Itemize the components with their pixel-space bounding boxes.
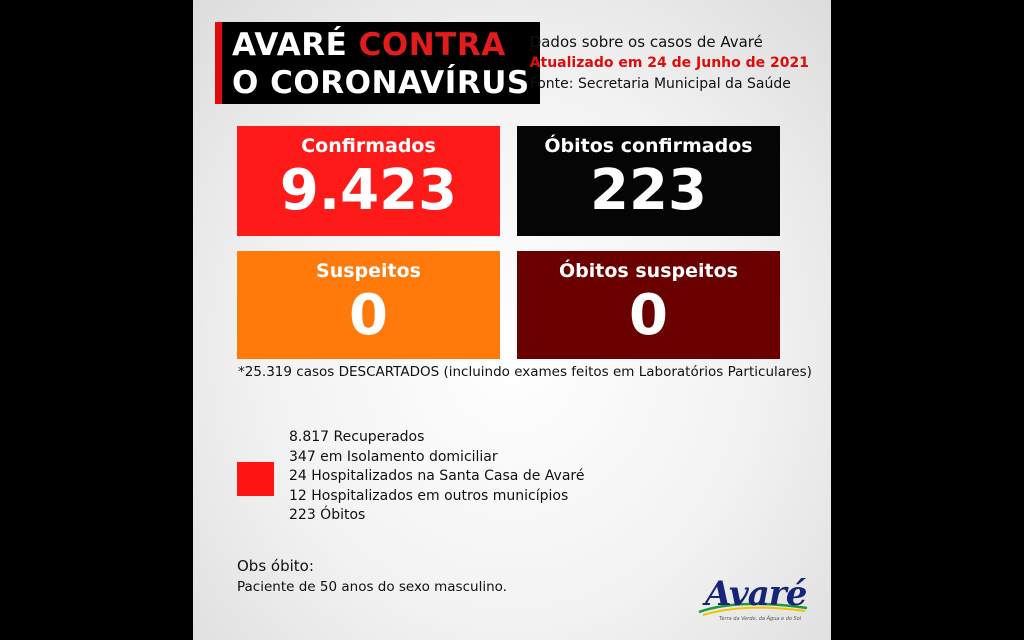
breakdown-list xyxy=(289,428,584,526)
logo-word: Avaré xyxy=(705,574,807,614)
stat-value: 9.423 xyxy=(279,158,458,223)
infographic-card xyxy=(193,0,831,640)
title-line-2: O CORONAVÍRUS xyxy=(232,65,530,101)
stat-label: Confirmados xyxy=(301,135,436,157)
stat-value: 0 xyxy=(629,283,668,348)
info-heading: Dados sobre os casos de Avaré xyxy=(529,33,763,51)
stat-label: Suspeitos xyxy=(316,260,421,282)
obs-title: Obs óbito: xyxy=(237,557,314,575)
list-item: 24 Hospitalizados na Santa Casa de Avaré xyxy=(289,468,585,484)
title-line-1 xyxy=(232,26,530,64)
stat-suspeitos xyxy=(237,251,500,359)
stat-obitos-suspeitos xyxy=(517,251,780,359)
list-item: 223 Óbitos xyxy=(289,507,366,523)
info-block xyxy=(530,32,809,95)
discarded-note: *25.319 casos DESCARTADOS (incluindo exames feitos em Laboratórios Particulares) xyxy=(238,364,812,380)
stat-label: Óbitos confirmados xyxy=(544,135,753,157)
list-item: 8.817 Recuperados xyxy=(289,429,425,445)
obs-text: Paciente de 50 anos do sexo masculino. xyxy=(237,579,507,595)
logo-tagline: Terra da Verde, da Água e do Sol xyxy=(719,616,802,622)
avare-logo xyxy=(697,570,809,628)
title-banner xyxy=(215,22,540,104)
stat-confirmados xyxy=(237,126,500,236)
info-source: Fonte: Secretaria Municipal da Saúde xyxy=(529,76,791,92)
stat-label: Óbitos suspeitos xyxy=(559,260,738,282)
title-word-contra: CONTRA xyxy=(358,27,506,63)
title-word-avare: AVARÉ xyxy=(232,27,348,63)
breakdown-color-square xyxy=(237,462,274,496)
list-item: 12 Hospitalizados em outros municípios xyxy=(289,487,569,504)
list-item: 347 em Isolamento domiciliar xyxy=(289,448,498,465)
stat-obitos-confirmados xyxy=(517,126,780,236)
stat-value: 0 xyxy=(349,283,388,348)
info-updated: Atualizado em 24 de Junho de 2021 xyxy=(529,55,809,71)
stat-value: 223 xyxy=(590,158,707,223)
